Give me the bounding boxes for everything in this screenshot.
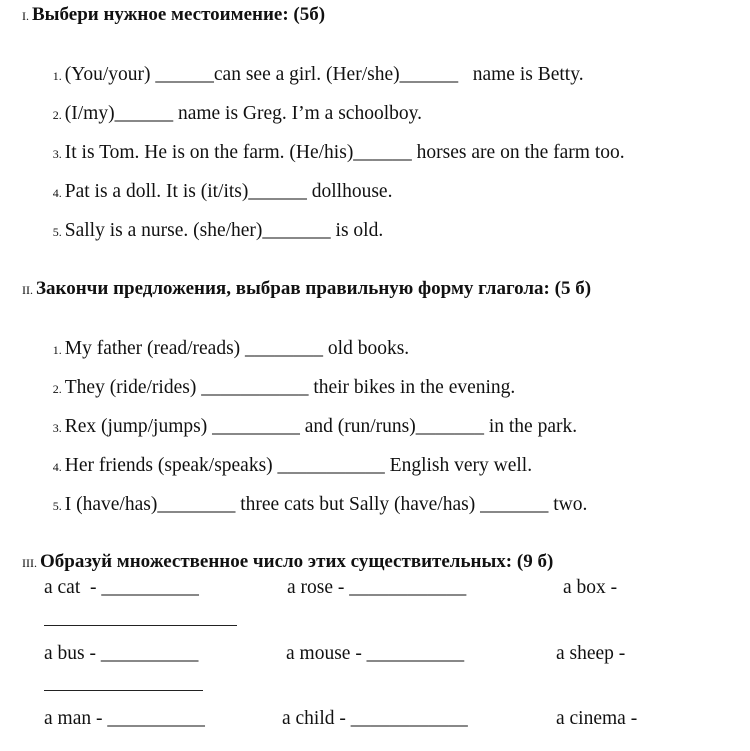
section-1-item-2 — [43, 81, 422, 125]
item-number: 3. — [52, 421, 62, 435]
section-1-item-1 — [43, 42, 584, 86]
item-number: 4. — [52, 460, 62, 474]
plural-cell-cat: a cat - __________ — [44, 577, 199, 598]
plural-cell-man: a man - __________ — [44, 708, 205, 729]
item-text: (I/my)______ name is Greg. I’m a schoolboy. — [64, 103, 422, 124]
item-number: 5. — [52, 225, 62, 239]
item-text: My father (read/reads) ________ old books. — [64, 338, 410, 359]
item-number: 1. — [52, 69, 62, 83]
plural-cell-child: a child - ____________ — [282, 708, 468, 729]
section-1-title: Выбери нужное местоимение: (5б) — [32, 4, 326, 25]
section-2-numeral: II. — [22, 283, 33, 297]
item-text: Pat is a doll. It is (it/its)______ dollhouse. — [64, 181, 393, 202]
item-text: Sally is a nurse. (she/her)_______ is old. — [64, 220, 384, 241]
section-2-item-5 — [43, 472, 587, 516]
item-text: I (have/has)________ three cats but Sally (have/has) _______ two. — [64, 494, 588, 515]
section-2-item-4 — [43, 433, 532, 477]
item-text: (You/your) ______can see a girl. (Her/she)______ name is Betty. — [64, 64, 584, 85]
item-number: 2. — [52, 108, 62, 122]
section-2-title: Закончи предложения, выбрав правильную форму глагола: (5 б) — [36, 278, 592, 299]
item-number: 4. — [52, 186, 62, 200]
answer-line-box — [44, 625, 237, 626]
item-text: Her friends (speak/speaks) ___________ English very well. — [64, 455, 533, 476]
item-text: It is Tom. He is on the farm. (He/his)______ horses are on the farm too. — [64, 142, 625, 163]
plural-cell-sheep: a sheep - — [556, 643, 626, 664]
section-1-heading — [22, 4, 325, 26]
section-1-item-3 — [43, 120, 625, 164]
plural-cell-mouse: a mouse - __________ — [286, 643, 465, 664]
item-text: Rex (jump/jumps) _________ and (run/runs)_______ in the park. — [64, 416, 578, 437]
section-2-heading — [22, 278, 591, 300]
section-2-item-3 — [43, 394, 577, 438]
item-number: 1. — [52, 343, 62, 357]
plural-cell-box: a box - — [563, 577, 618, 598]
section-2-item-2 — [43, 355, 515, 399]
section-1-item-4 — [43, 159, 392, 203]
section-3-heading — [22, 551, 553, 573]
item-text: They (ride/rides) ___________ their bikes in the evening. — [64, 377, 516, 398]
section-3-numeral: III. — [22, 556, 37, 570]
plural-cell-rose: a rose - ____________ — [287, 577, 467, 598]
plural-cell-cinema: a cinema - — [556, 708, 638, 729]
section-1-numeral: I. — [22, 9, 29, 23]
section-1-item-5 — [43, 198, 383, 242]
section-2-item-1 — [43, 316, 409, 360]
section-3-title: Образуй множественное число этих существительных: (9 б) — [40, 551, 554, 572]
plural-cell-bus: a bus - __________ — [44, 643, 199, 664]
answer-line-sheep — [44, 690, 203, 691]
item-number: 2. — [52, 382, 62, 396]
item-number: 5. — [52, 499, 62, 513]
item-number: 3. — [52, 147, 62, 161]
